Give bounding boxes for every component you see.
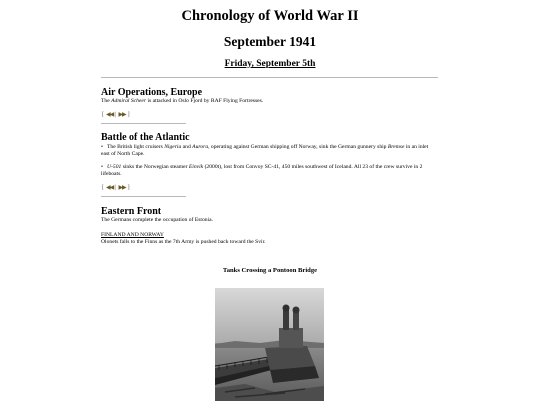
date-title: Friday, September 5th: [224, 59, 316, 69]
nav-row-1: [101, 111, 131, 118]
section-divider: [101, 123, 186, 124]
air-operations-text: The Admiral Scheer is attacked in Oslo Fjord by RAF Flying Fortresses.: [101, 98, 264, 104]
atlantic-bullet-2: • U-501 sinks the Norwegian steamer Einvik (2000t), lost from Convoy SC-41, 450 miles southwest of Iceland. All 23 of the crew survive in 2 lifeboats.: [101, 164, 423, 178]
month-title: September 1941: [223, 34, 317, 49]
nav-bracket-left: [: [102, 184, 104, 191]
nav-row-2: [101, 184, 131, 191]
top-divider: [101, 77, 438, 78]
nav-separator: |: [115, 111, 117, 118]
tanks-pontoon-photo: [215, 288, 324, 401]
section-divider: [101, 196, 186, 197]
nav-bracket-left: [: [102, 111, 104, 118]
photo-caption: Tanks Crossing a Pontoon Bridge: [222, 267, 318, 274]
next-day-link[interactable]: ▶▶: [118, 185, 126, 191]
prev-day-link[interactable]: ◀◀: [106, 112, 114, 118]
nav-bracket-right: ]: [127, 184, 130, 191]
next-day-link[interactable]: ▶▶: [118, 112, 126, 118]
nav-separator: |: [115, 184, 117, 191]
site-title: Chronology of World War II: [181, 8, 359, 24]
atlantic-bullet-1: • The British light cruisers Nigeria and Aurora, operating against German shipping off Norway, sink the German gunnery ship Bremse in an inlet east of North Cape.: [101, 144, 429, 158]
section-heading-atlantic: Battle of the Atlantic: [101, 132, 190, 143]
section-heading-eastern-front: Eastern Front: [101, 206, 162, 217]
nav-bracket-right: ]: [127, 111, 130, 118]
finland-norway-heading: FINLAND AND NORWAY: [101, 232, 164, 238]
section-heading-air-operations: Air Operations, Europe: [101, 87, 203, 98]
finland-norway-text: Olonets falls to the Finns as the 7th Army is pushed back toward the Svir.: [101, 239, 266, 245]
prev-day-link[interactable]: ◀◀: [106, 185, 114, 191]
eastern-front-text: The Germans complete the occupation of Estonia.: [101, 217, 213, 223]
